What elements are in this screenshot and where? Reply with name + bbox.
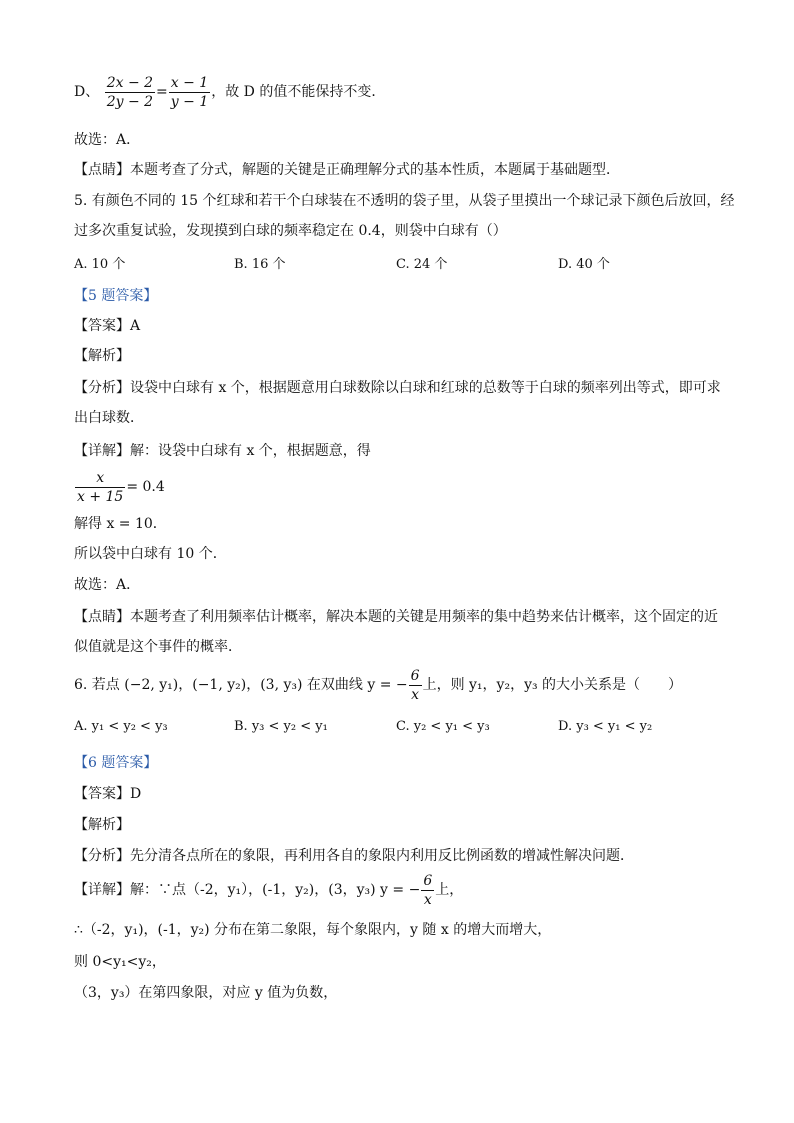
q5-equation <box>74 467 165 507</box>
q6-analysis-header: 【解析】 <box>74 817 130 833</box>
q5-solve: 解得 x = 10． <box>74 516 167 532</box>
q6-answer: 【答案】D <box>74 786 142 802</box>
q6-stem-frac-denominator: x <box>409 685 422 704</box>
q6-line-b: 则 0<y₁<y₂， <box>74 954 166 970</box>
q5-fenxi-line-2: 出白球数． <box>74 410 144 426</box>
q4-choose: 故选：A． <box>74 132 141 148</box>
q6-option-b: B. y₃ < y₂ < y₁ <box>234 719 328 734</box>
q5-option-a: A. 10 个 <box>74 257 126 272</box>
q6-stem-fraction <box>409 667 422 704</box>
q6-stem-frac-numerator: 6 <box>410 667 420 684</box>
q6-line-a: ∴（-2，y₁)，(-1，y₂) 分布在第二象限，每个象限内，y 随 x 的增大而增大， <box>74 922 552 938</box>
q4-option-d-line <box>74 72 385 112</box>
q6-detail-post: 上， <box>435 882 464 898</box>
q6-detail <box>74 870 463 910</box>
q6-line-c: （3，y₃）在第四象限，对应 y 值为负数， <box>74 985 338 1001</box>
q4-frac1-denominator: 2y − 2 <box>106 93 154 110</box>
q6-stem <box>74 665 682 705</box>
q5-stem-line-2: 过多次重复试验，发现摸到白球的频率稳定在 0.4，则袋中白球有（） <box>74 223 507 239</box>
q5-stem-line-1: 5. 有颜色不同的 15 个红球和若干个白球装在不透明的袋子里，从袋子里摸出一个球记录下颜色后放回，经 <box>74 193 735 209</box>
q4-frac2-numerator: x − 1 <box>170 74 209 91</box>
q5-fenxi-line-1: 【分析】设袋中白球有 x 个，根据题意用白球数除以白球和红球的总数等于白球的频率列出等式，即可求 <box>74 380 721 396</box>
q6-detail-pre: 【详解】解：∵点（-2，y₁），(-1，y₂)，(3，y₃) y = − <box>74 882 421 898</box>
q5-option-c: C. 24 个 <box>396 257 448 272</box>
q6-answer-header: 【6 题答案】 <box>74 755 158 771</box>
q5-eq-denominator: x + 15 <box>77 488 124 505</box>
q5-answer-header: 【5 题答案】 <box>74 288 158 304</box>
q6-detail-fraction <box>421 872 434 909</box>
q4-fraction-2 <box>169 74 210 111</box>
q4-option-d-suffix: ，故 D 的值不能保持不变． <box>211 84 386 100</box>
q6-option-c: C. y₂ < y₁ < y₃ <box>396 719 490 734</box>
q4-option-d-prefix: D、 <box>74 84 100 100</box>
q4-comment: 【点睛】本题考查了分式，解题的关键是正确理解分式的基本性质，本题属于基础题型． <box>74 162 620 178</box>
q5-eq-rhs: = 0.4 <box>126 479 165 495</box>
q5-comment-line-1: 【点睛】本题考查了利用频率估计概率，解决本题的关键是用频率的集中趋势来估计概率，这个固定的近 <box>74 609 718 625</box>
q6-detail-frac-denominator: x <box>421 890 434 909</box>
q6-option-a: A. y₁ < y₂ < y₃ <box>74 719 168 734</box>
q5-answer: 【答案】A <box>74 318 141 334</box>
q5-analysis-header: 【解析】 <box>74 348 130 364</box>
q4-equals: = <box>156 84 168 100</box>
q6-stem-pre: 6. 若点 (−2, y₁)，(−1, y₂)，(3, y₃) 在双曲线 y = − <box>74 677 408 693</box>
q5-detail: 【详解】解：设袋中白球有 x 个，根据题意，得 <box>74 443 371 459</box>
q6-detail-frac-numerator: 6 <box>423 872 433 889</box>
q5-equation-fraction <box>75 469 125 506</box>
q5-comment-line-2: 似值就是这个事件的概率． <box>74 639 242 655</box>
q6-option-d: D. y₃ < y₁ < y₂ <box>558 719 653 734</box>
q4-fraction-1 <box>105 74 155 111</box>
q4-frac2-denominator: y − 1 <box>170 93 209 110</box>
q5-eq-numerator: x <box>96 469 105 486</box>
q6-fenxi: 【分析】先分清各点所在的象限，再利用各自的象限内利用反比例函数的增减性解决问题． <box>74 848 634 864</box>
q5-result: 所以袋中白球有 10 个． <box>74 546 227 562</box>
q4-frac1-numerator: 2x − 2 <box>106 74 154 91</box>
q5-option-b: B. 16 个 <box>234 257 286 272</box>
q5-option-d: D. 40 个 <box>558 257 610 272</box>
q5-choose: 故选：A． <box>74 577 141 593</box>
q6-stem-post: 上，则 y₁，y₂，y₃ 的大小关系是（ ） <box>422 677 683 693</box>
